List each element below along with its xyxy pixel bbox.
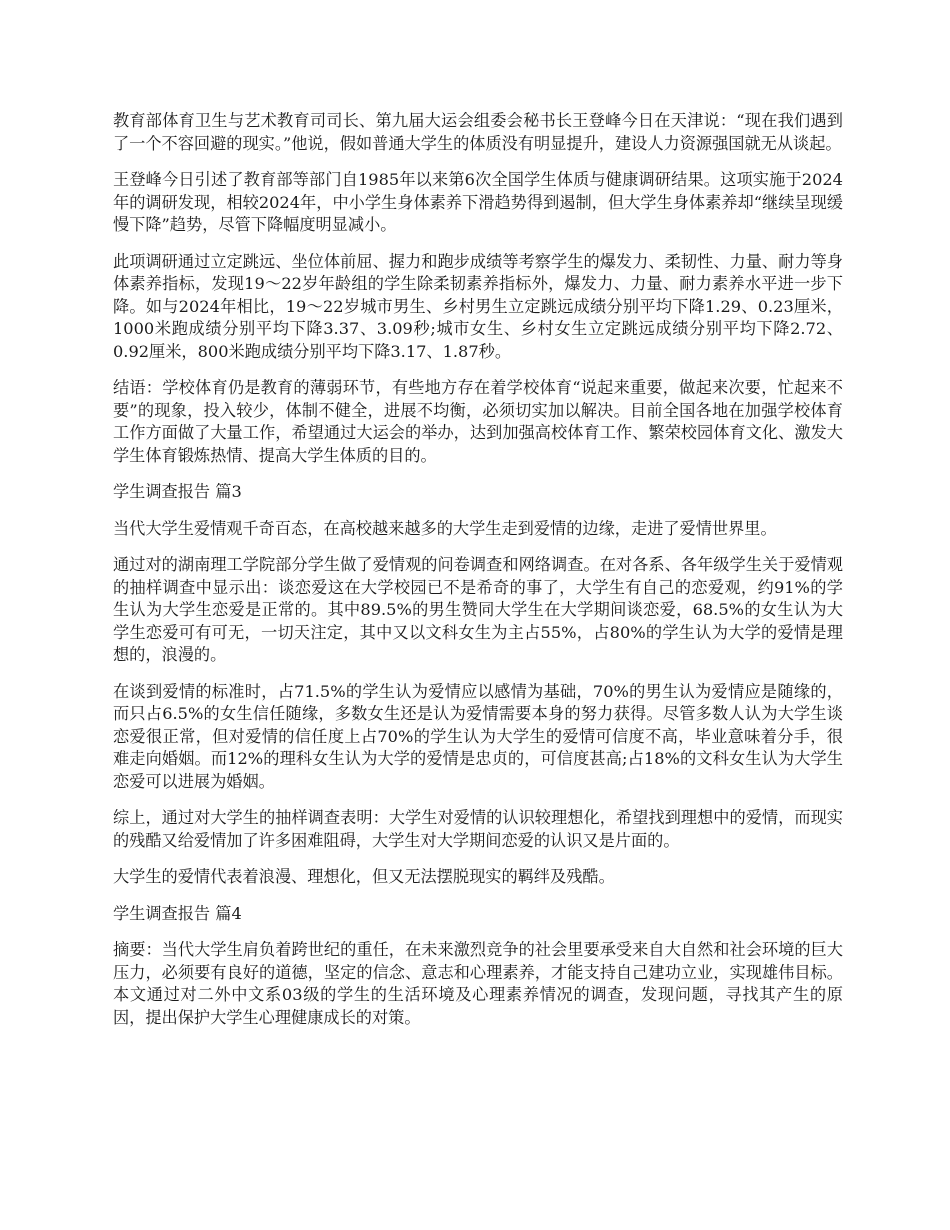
- paragraph-survey-results: 王登峰今日引述了教育部等部门自1985年以来第6次全国学生体质与健康调研结果。这项实施于2024年的调研发现，相较2024年，中小学生身体素养下滑趋势得到遏制，但大学生身体素养却“继续呈现缓慢下降”趋势，尽管下降幅度明显减小。: [113, 170, 843, 234]
- section-heading-3: 学生调查报告 篇3: [113, 482, 242, 501]
- paragraph-conclusion: 结语：学校体育仍是教育的薄弱环节，有些地方存在着学校体育“说起来重要，做起来次要，忙起来不要”的现象，投入较少，体制不健全，进展不均衡，必须切实加以解决。目前全国各地在加强学校体育工作方面做了大量工作，希望通过大运会的举办，达到加强高校体育工作、繁荣校园体育文化、激发大学生体育锻炼热情、提高大学生体质的目的。: [113, 378, 843, 465]
- paragraph-love-summary: 综上，通过对大学生的抽样调查表明：大学生对爱情的认识较理想化，希望找到理想中的爱情，而现实的残酷又给爱情加了许多困难阻碍，大学生对大学期间恋爱的认识又是片面的。: [113, 808, 843, 850]
- section-heading-4: 学生调查报告 篇4: [113, 903, 242, 923]
- paragraph-intro: 教育部体育卫生与艺术教育司司长、第九届大运会组委会秘书长王登峰今日在天津说：“现在我们遇到了一个不容回避的现实。”他说，假如普通大学生的体质没有明显提升，建设人力资源强国就无从谈起。: [113, 111, 843, 153]
- paragraph-love-survey: 通过对的湖南理工学院部分学生做了爱情观的问卷调查和网络调查。在对各系、各年级学生关于爱情观的抽样调查中显示出：谈恋爱这在大学校园已不是希奇的事了，大学生有自己的恋爱观，约91%的学生认为大学生恋爱是正常的。其中89.5%的男生赞同大学生在大学期间谈恋爱，68.5%的女生认为大学生恋爱可有可无，一切天注定，其中又以文科女生为主占55%，占80%的学生认为大学的爱情是理想的，浪漫的。: [113, 555, 843, 664]
- paragraph-love-closing: 大学生的爱情代表着浪漫、理想化，但又无法摆脱现实的羁绊及残酷。: [113, 867, 615, 886]
- paragraph-love-standard: 在谈到爱情的标准时，占71.5%的学生认为爱情应以感情为基础，70%的男生认为爱情应是随缘的，而只占6.5%的女生信任随缘，多数女生还是认为爱情需要本身的努力获得。尽管多数人认为大学生谈恋爱很正常，但对爱情的信任度上占70%的学生认为大学生的爱情可信度不高，毕业意味着分手，很难走向婚姻。而12%的理科女生认为大学的爱情是忠贞的，可信度甚高;占18%的文科女生认为大学生恋爱可以进展为婚姻。: [113, 681, 843, 791]
- document-page: [113, 110, 843, 1043]
- paragraph-survey-details: 此项调研通过立定跳远、坐位体前屈、握力和跑步成绩等考察学生的爆发力、柔韧性、力量、耐力等身体素养指标，发现19～22岁年龄组的学生除柔韧素养指标外，爆发力、力量、耐力素养水平进一步下降。如与2024年相比，19～22岁城市男生、乡村男生立定跳远成绩分别平均下降1.29、0.23厘米，1000米跑成绩分别平均下降3.37、3.09秒;城市女生、乡村女生立定跳远成绩分别平均下降2.72、0.92厘米，800米跑成绩分别平均下降3.17、1.87秒。: [113, 251, 843, 361]
- paragraph-abstract: 摘要：当代大学生肩负着跨世纪的重任，在未来激烈竞争的社会里要承受来自大自然和社会环境的巨大压力，必须要有良好的道德，坚定的信念、意志和心理素养，才能支持自己建功立业，实现雄伟目标。本文通过对二外中文系03级的学生的生活环境及心理素养情况的调查，发现问题，寻找其产生的原因，提出保护大学生心理健康成长的对策。: [113, 940, 843, 1027]
- paragraph-love-view: 当代大学生爱情观千奇百态，在高校越来越多的大学生走到爱情的边缘，走进了爱情世界里。: [113, 518, 777, 538]
